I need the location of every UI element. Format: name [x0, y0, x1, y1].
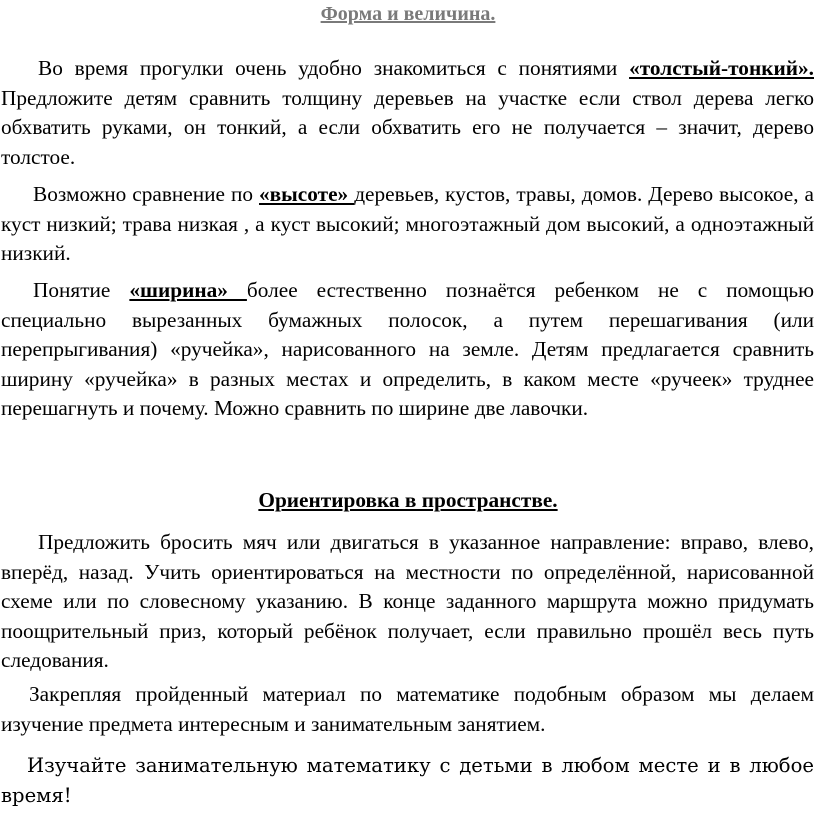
paragraph-orientation: Предложить бросить мяч или двигаться в указанное направление: вправо, влево, вперёд, назад. Учить ориентироваться на местности по определённой, нарисованной схеме или по словесному указанию. В конце заданного маршрута можно придумать поощрительный приз, который ребёнок получает, если правильно прошёл весь путь следования. — [1, 530, 814, 673]
paragraph-text: более естественно познаётся ребенком не с помощью специально вырезанных бумажных полосок, а путем перешагивания (или перепрыгивания) «ручейка», нарисованного на земле. Детям предлагается сравнить ширину «ручейка» в разных местах и определить, в каком месте «ручеек» труднее перешагнуть и почему. Можно сравнить по ширине две лавочки. — [1, 278, 814, 421]
paragraph-thick-thin — [1, 54, 814, 172]
paragraph-width — [1, 276, 814, 424]
section-title-orientation: Ориентировка в пространстве. — [258, 488, 558, 512]
section-title-shape-size: Форма и величина. — [320, 3, 496, 25]
term-thick-thin: «толстый-тонкий». — [629, 56, 814, 80]
paragraph-height — [1, 180, 814, 269]
paragraph-text: деревьев, кустов, травы, домов. Дерево высокое, а куст низкий; трава низкая , а куст высокий; многоэтажный дом высокий, а одноэтажный низкий. — [1, 182, 814, 266]
paragraph-text: Предложите детям сравнить толщину деревьев на участке если ствол дерева легко обхватить руками, он тонкий, а если обхватить его не получается – значит, дерево толстое. — [1, 85, 814, 169]
paragraph-text: Понятие — [33, 278, 130, 302]
paragraph-closing: Изучайте занимательную математику с детьми в любом месте и в любое время! — [1, 754, 814, 807]
paragraph-conclusion: Закрепляя пройденный материал по математике подобным образом мы делаем изучение предмета интересным и занимательным занятием. — [1, 682, 814, 736]
paragraph-text: Возможно сравнение по — [33, 182, 260, 206]
term-height: «высоте» — [259, 182, 355, 206]
paragraph-text: Во время прогулки очень удобно знакомиться с понятиями — [38, 56, 630, 80]
term-width: «ширина» — [129, 278, 247, 302]
